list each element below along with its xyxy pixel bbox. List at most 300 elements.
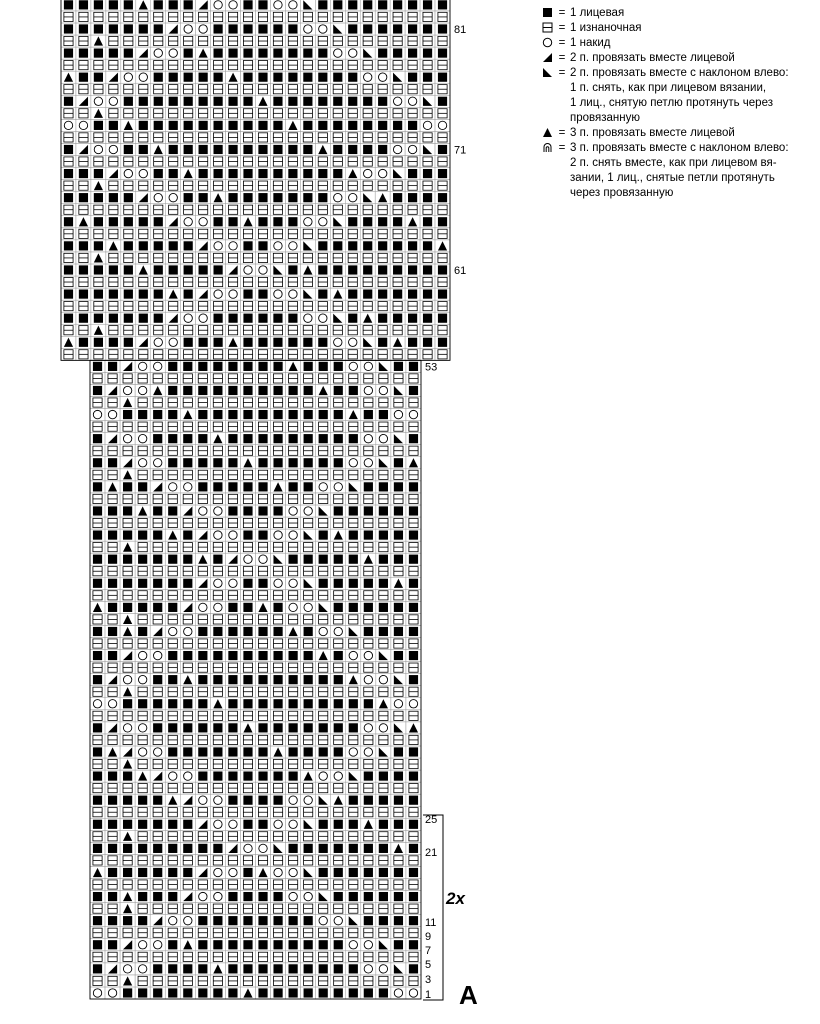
stitch-knit-icon [319, 579, 328, 588]
stitch-purl-icon [348, 61, 357, 70]
stitch-purl-icon [198, 759, 207, 768]
stitch-purl-icon [393, 61, 402, 70]
stitch-purl-icon [124, 326, 133, 335]
stitch-knit-icon [123, 988, 132, 997]
stitch-yo-icon [199, 25, 207, 33]
stitch-purl-icon [289, 639, 298, 648]
stitch-purl-icon [363, 12, 372, 21]
stitch-yo-icon [408, 145, 416, 153]
stitch-knit-icon [394, 482, 403, 491]
chart-row-66 [61, 204, 450, 216]
stitch-purl-icon [108, 494, 117, 503]
legend-item-knit [540, 6, 810, 21]
stitch-purl-icon [334, 422, 343, 431]
stitch-purl-icon [348, 253, 357, 262]
stitch-purl-icon [304, 398, 313, 407]
stitch-purl-icon [243, 350, 252, 359]
stitch-purl-icon [108, 567, 117, 576]
stitch-purl-icon [228, 591, 237, 600]
stitch-knit-icon [138, 699, 147, 708]
chart-row-13 [90, 842, 421, 854]
stitch-purl-icon [228, 326, 237, 335]
stitch-purl-icon [123, 446, 132, 455]
stitch-knit-icon [273, 723, 282, 732]
stitch-knit-icon [394, 603, 403, 612]
stitch-knit-icon [243, 289, 252, 298]
stitch-knit-icon [334, 844, 343, 853]
stitch-purl-icon [318, 157, 327, 166]
row-label-53: 53 [425, 361, 438, 374]
stitch-purl-icon [228, 856, 237, 865]
stitch-knit-icon [64, 0, 73, 9]
stitch-purl-icon [93, 904, 102, 913]
stitch-yo-icon [214, 892, 222, 900]
stitch-purl-icon [303, 36, 312, 45]
stitch-knit-icon [199, 265, 208, 274]
legend-label: 1 лицевая [570, 7, 625, 19]
stitch-purl-icon [154, 157, 163, 166]
stitch-yo-icon [154, 651, 162, 659]
stitch-purl-icon [378, 61, 387, 70]
stitch-purl-icon [378, 229, 387, 238]
stitch-knit-icon [93, 530, 102, 539]
stitch-knit-icon [228, 988, 237, 997]
stitch-purl-icon [363, 302, 372, 311]
stitch-purl-icon [124, 12, 133, 21]
stitch-purl-icon [319, 880, 328, 889]
stitch-yo-icon [274, 531, 282, 539]
stitch-knit-icon [288, 217, 297, 226]
stitch-knit-icon [303, 97, 312, 106]
stitch-knit-icon [258, 458, 267, 467]
stitch-purl-icon [258, 205, 267, 214]
stitch-knit-icon [228, 651, 237, 660]
stitch-purl-icon [213, 543, 222, 552]
stitch-knit-icon [169, 265, 178, 274]
stitch-knit-icon [289, 386, 298, 395]
stitch-purl-icon [408, 157, 417, 166]
chart-row-32 [90, 613, 421, 625]
stitch-purl-icon [273, 205, 282, 214]
stitch-knit-icon [228, 940, 237, 949]
stitch-purl-icon [304, 808, 313, 817]
stitch-purl-icon [153, 952, 162, 961]
stitch-purl-icon [289, 928, 298, 937]
stitch-knit-icon [123, 916, 132, 925]
stitch-knit-icon [378, 0, 387, 9]
stitch-purl-icon [199, 133, 208, 142]
row-label-11: 11 [425, 917, 437, 929]
stitch-knit-icon [123, 699, 132, 708]
stitch-knit-icon [304, 940, 313, 949]
stitch-knit-icon [364, 771, 373, 780]
chart-row-39 [90, 529, 421, 541]
stitch-purl-icon [378, 157, 387, 166]
stitch-purl-icon [304, 735, 313, 744]
stitch-purl-icon [228, 398, 237, 407]
stitch-knit-icon [153, 506, 162, 515]
stitch-purl-icon [228, 711, 237, 720]
stitch-yo-icon [349, 362, 357, 370]
stitch-purl-icon [64, 12, 73, 21]
stitch-purl-icon [333, 277, 342, 286]
stitch-knit-icon [348, 217, 357, 226]
stitch-purl-icon [394, 639, 403, 648]
stitch-purl-icon [304, 904, 313, 913]
stitch-yo-icon [184, 218, 192, 226]
stitch-purl-icon [438, 181, 447, 190]
stitch-purl-icon [109, 350, 118, 359]
stitch-knit-icon [394, 362, 403, 371]
stitch-knit-icon [438, 217, 447, 226]
stitch-purl-icon [289, 687, 298, 696]
stitch-knit-icon [258, 0, 267, 9]
stitch-purl-icon [213, 12, 222, 21]
stitch-purl-icon [153, 976, 162, 985]
stitch-purl-icon [394, 880, 403, 889]
stitch-knit-icon [273, 386, 282, 395]
stitch-purl-icon [213, 326, 222, 335]
stitch-purl-icon [379, 808, 388, 817]
stitch-yo-icon [169, 627, 177, 635]
stitch-purl-icon [258, 687, 267, 696]
stitch-knit-icon [348, 0, 357, 9]
stitch-knit-icon [273, 314, 282, 323]
stitch-purl-icon [319, 928, 328, 937]
stitch-knit-icon [169, 0, 178, 9]
stitch-knit-icon [379, 506, 388, 515]
stitch-knit-icon [243, 530, 252, 539]
stitch-purl-icon [139, 253, 148, 262]
stitch-purl-icon [243, 181, 252, 190]
stitch-yo-icon [169, 49, 177, 57]
stitch-purl-icon [303, 253, 312, 262]
stitch-knit-icon [168, 675, 177, 684]
stitch-yo-icon [274, 242, 282, 250]
stitch-yo-icon [154, 338, 162, 346]
stitch-knit-icon [108, 362, 117, 371]
stitch-purl-icon [154, 109, 163, 118]
stitch-knit-icon [348, 121, 357, 130]
stitch-purl-icon [288, 61, 297, 70]
stitch-purl-icon [183, 759, 192, 768]
stitch-knit-icon [213, 24, 222, 33]
stitch-yo-icon [138, 651, 146, 659]
stitch-purl-icon [93, 687, 102, 696]
stitch-purl-icon [123, 928, 132, 937]
stitch-knit-icon [394, 868, 403, 877]
stitch-purl-icon [123, 735, 132, 744]
stitch-knit-icon [64, 24, 73, 33]
stitch-purl-icon [124, 205, 133, 214]
stitch-knit-icon [79, 314, 88, 323]
stitch-knit-icon [184, 121, 193, 130]
stitch-purl-icon [168, 374, 177, 383]
stitch-yo-icon [349, 49, 357, 57]
stitch-knit-icon [138, 579, 147, 588]
stitch-knit-icon [303, 145, 312, 154]
stitch-purl-icon [379, 494, 388, 503]
stitch-purl-icon [93, 518, 102, 527]
stitch-knit-icon [183, 868, 192, 877]
stitch-knit-icon [363, 0, 372, 9]
stitch-purl-icon [258, 12, 267, 21]
stitch-purl-icon [408, 181, 417, 190]
stitch-knit-icon [379, 482, 388, 491]
stitch-purl-icon [379, 856, 388, 865]
stitch-purl-icon [213, 759, 222, 768]
stitch-yo-icon [93, 989, 101, 997]
stitch-purl-icon [198, 880, 207, 889]
stitch-purl-icon [379, 952, 388, 961]
stitch-knit-icon [423, 24, 432, 33]
stitch-knit-icon [243, 820, 252, 829]
stitch-purl-icon [304, 470, 313, 479]
stitch-purl-icon [379, 663, 388, 672]
stitch-purl-icon [243, 36, 252, 45]
stitch-knit-icon [183, 458, 192, 467]
stitch-knit-icon [319, 747, 328, 756]
stitch-knit-icon [198, 410, 207, 419]
stitch-purl-icon [108, 856, 117, 865]
stitch-purl-icon [409, 398, 418, 407]
stitch-purl-icon [183, 928, 192, 937]
stitch-purl-icon [213, 639, 222, 648]
stitch-knit-icon [348, 73, 357, 82]
stitch-knit-icon [79, 48, 88, 57]
chart-row-67 [61, 192, 450, 204]
stitch-knit-icon [379, 771, 388, 780]
stitch-knit-icon [199, 145, 208, 154]
chart-row-9 [90, 891, 421, 903]
stitch-knit-icon [364, 796, 373, 805]
stitch-knit-icon [288, 73, 297, 82]
stitch-purl-icon [138, 374, 147, 383]
stitch-knit-icon [108, 530, 117, 539]
stitch-knit-icon [243, 0, 252, 9]
stitch-knit-icon [184, 73, 193, 82]
stitch-purl-icon [379, 759, 388, 768]
stitch-knit-icon [198, 458, 207, 467]
stitch-yo-icon [214, 531, 222, 539]
stitch-purl-icon [213, 976, 222, 985]
stitch-purl-icon [288, 12, 297, 21]
stitch-yo-icon [379, 724, 387, 732]
stitch-purl-icon [333, 157, 342, 166]
stitch-knit-icon [393, 265, 402, 274]
stitch-knit-icon [243, 579, 252, 588]
repeat-label: 2x [446, 889, 465, 908]
stitch-knit-icon [304, 723, 313, 732]
stitch-purl-icon [168, 735, 177, 744]
stitch-knit-icon [334, 651, 343, 660]
stitch-purl-icon [304, 711, 313, 720]
stitch-purl-icon [79, 157, 88, 166]
stitch-purl-icon [334, 374, 343, 383]
stitch-knit-icon [108, 771, 117, 780]
stitch-purl-icon [379, 470, 388, 479]
stitch-knit-icon [318, 338, 327, 347]
stitch-knit-icon [363, 24, 372, 33]
stitch-knit-icon [198, 651, 207, 660]
stitch-purl-icon [409, 374, 418, 383]
stitch-yo-icon [138, 386, 146, 394]
stitch-purl-icon [349, 398, 358, 407]
stitch-purl-icon [213, 277, 222, 286]
chart-row-47 [90, 433, 421, 445]
stitch-purl-icon [93, 735, 102, 744]
stitch-yo-icon [138, 675, 146, 683]
stitch-knit-icon [378, 97, 387, 106]
chart-row-10 [90, 879, 421, 891]
stitch-purl-icon [213, 36, 222, 45]
stitch-purl-icon [228, 181, 237, 190]
stitch-purl-icon [168, 422, 177, 431]
stitch-knit-icon [393, 48, 402, 57]
stitch-knit-icon [304, 410, 313, 419]
stitch-purl-icon [213, 446, 222, 455]
stitch-yo-icon [289, 507, 297, 515]
stitch-purl-icon [349, 591, 358, 600]
stitch-knit-icon [228, 386, 237, 395]
stitch-purl-icon [138, 832, 147, 841]
stitch-purl-icon [289, 952, 298, 961]
stitch-knit-icon [64, 193, 73, 202]
stitch-knit-icon [184, 241, 193, 250]
stitch-yo-icon [138, 748, 146, 756]
stitch-knit-icon [79, 0, 88, 9]
stitch-purl-icon [109, 12, 118, 21]
stitch-knit-icon [243, 121, 252, 130]
stitch-purl-icon [124, 36, 133, 45]
stitch-knit-icon [183, 699, 192, 708]
stitch-purl-icon [393, 12, 402, 21]
stitch-purl-icon [198, 518, 207, 527]
stitch-knit-icon [108, 844, 117, 853]
stitch-yo-icon [334, 916, 342, 924]
stitch-purl-icon [364, 615, 373, 624]
chart-row-74 [61, 107, 450, 119]
stitch-purl-icon [243, 109, 252, 118]
stitch-purl-icon [364, 735, 373, 744]
chart-row-23 [90, 722, 421, 734]
stitch-purl-icon [79, 181, 88, 190]
stitch-purl-icon [64, 302, 73, 311]
stitch-knit-icon [168, 892, 177, 901]
stitch-purl-icon [408, 85, 417, 94]
stitch-knit-icon [334, 747, 343, 756]
stitch-knit-icon [154, 73, 163, 82]
stitch-knit-icon [228, 892, 237, 901]
stitch-purl-icon [409, 687, 418, 696]
stitch-purl-icon [258, 61, 267, 70]
stitch-yo-icon [79, 121, 87, 129]
stitch-purl-icon [319, 808, 328, 817]
stitch-knit-icon [108, 940, 117, 949]
stitch-knit-icon [379, 988, 388, 997]
stitch-knit-icon [228, 217, 237, 226]
stitch-purl-icon [258, 133, 267, 142]
stitch-knit-icon [334, 988, 343, 997]
stitch-purl-icon [409, 567, 418, 576]
stitch-yo-icon [334, 772, 342, 780]
stitch-knit-icon [138, 988, 147, 997]
stitch-purl-icon [394, 446, 403, 455]
stitch-purl-icon [138, 952, 147, 961]
stitch-yo-icon [364, 675, 372, 683]
stitch-knit-icon [228, 410, 237, 419]
stitch-purl-icon [168, 759, 177, 768]
stitch-purl-icon [183, 711, 192, 720]
stitch-purl-icon [304, 880, 313, 889]
stitch-purl-icon [93, 567, 102, 576]
stitch-purl-icon [213, 350, 222, 359]
stitch-purl-icon [334, 808, 343, 817]
stitch-knit-icon [409, 916, 418, 925]
stitch-purl-icon [258, 615, 267, 624]
stitch-knit-icon [258, 145, 267, 154]
stitch-purl-icon [243, 12, 252, 21]
chart-row-24 [90, 710, 421, 722]
stitch-knit-icon [213, 627, 222, 636]
stitch-purl-icon [94, 229, 103, 238]
stitch-knit-icon [183, 362, 192, 371]
stitch-yo-icon [138, 362, 146, 370]
stitch-purl-icon [273, 639, 282, 648]
stitch-purl-icon [258, 784, 267, 793]
stitch-knit-icon [169, 97, 178, 106]
stitch-knit-icon [379, 627, 388, 636]
stitch-purl-icon [213, 181, 222, 190]
stitch-purl-icon [153, 663, 162, 672]
legend-item-yo [540, 36, 810, 51]
stitch-purl-icon [409, 518, 418, 527]
stitch-purl-icon [363, 181, 372, 190]
stitch-knit-icon [319, 530, 328, 539]
stitch-purl-icon [153, 639, 162, 648]
stitch-knit-icon [94, 48, 103, 57]
chart-row-55 [61, 336, 450, 348]
stitch-yo-icon [259, 844, 267, 852]
stitch-knit-icon [333, 169, 342, 178]
stitch-purl-icon [228, 229, 237, 238]
chart-row-31 [90, 625, 421, 637]
stitch-purl-icon [363, 157, 372, 166]
stitch-purl-icon [94, 157, 103, 166]
stitch-knit-icon [438, 169, 447, 178]
stitch-purl-icon [243, 615, 252, 624]
stitch-knit-icon [94, 169, 103, 178]
stitch-knit-icon [228, 506, 237, 515]
stitch-knit-icon [243, 506, 252, 515]
stitch-knit-icon [304, 747, 313, 756]
stitch-knit-icon [273, 796, 282, 805]
stitch-purl-icon [79, 205, 88, 214]
stitch-knit-icon [379, 868, 388, 877]
stitch-purl-icon [79, 253, 88, 262]
stitch-purl-icon [243, 398, 252, 407]
stitch-purl-icon [334, 976, 343, 985]
stitch-knit-icon [379, 916, 388, 925]
stitch-purl-icon [168, 784, 177, 793]
stitch-knit-icon [349, 506, 358, 515]
stitch-purl-icon [93, 880, 102, 889]
legend-label: 3 п. провязать вместе с наклоном влево: [570, 142, 789, 154]
stitch-purl-icon [303, 302, 312, 311]
stitch-purl-icon [213, 735, 222, 744]
stitch-knit-icon [213, 988, 222, 997]
stitch-purl-icon [394, 494, 403, 503]
